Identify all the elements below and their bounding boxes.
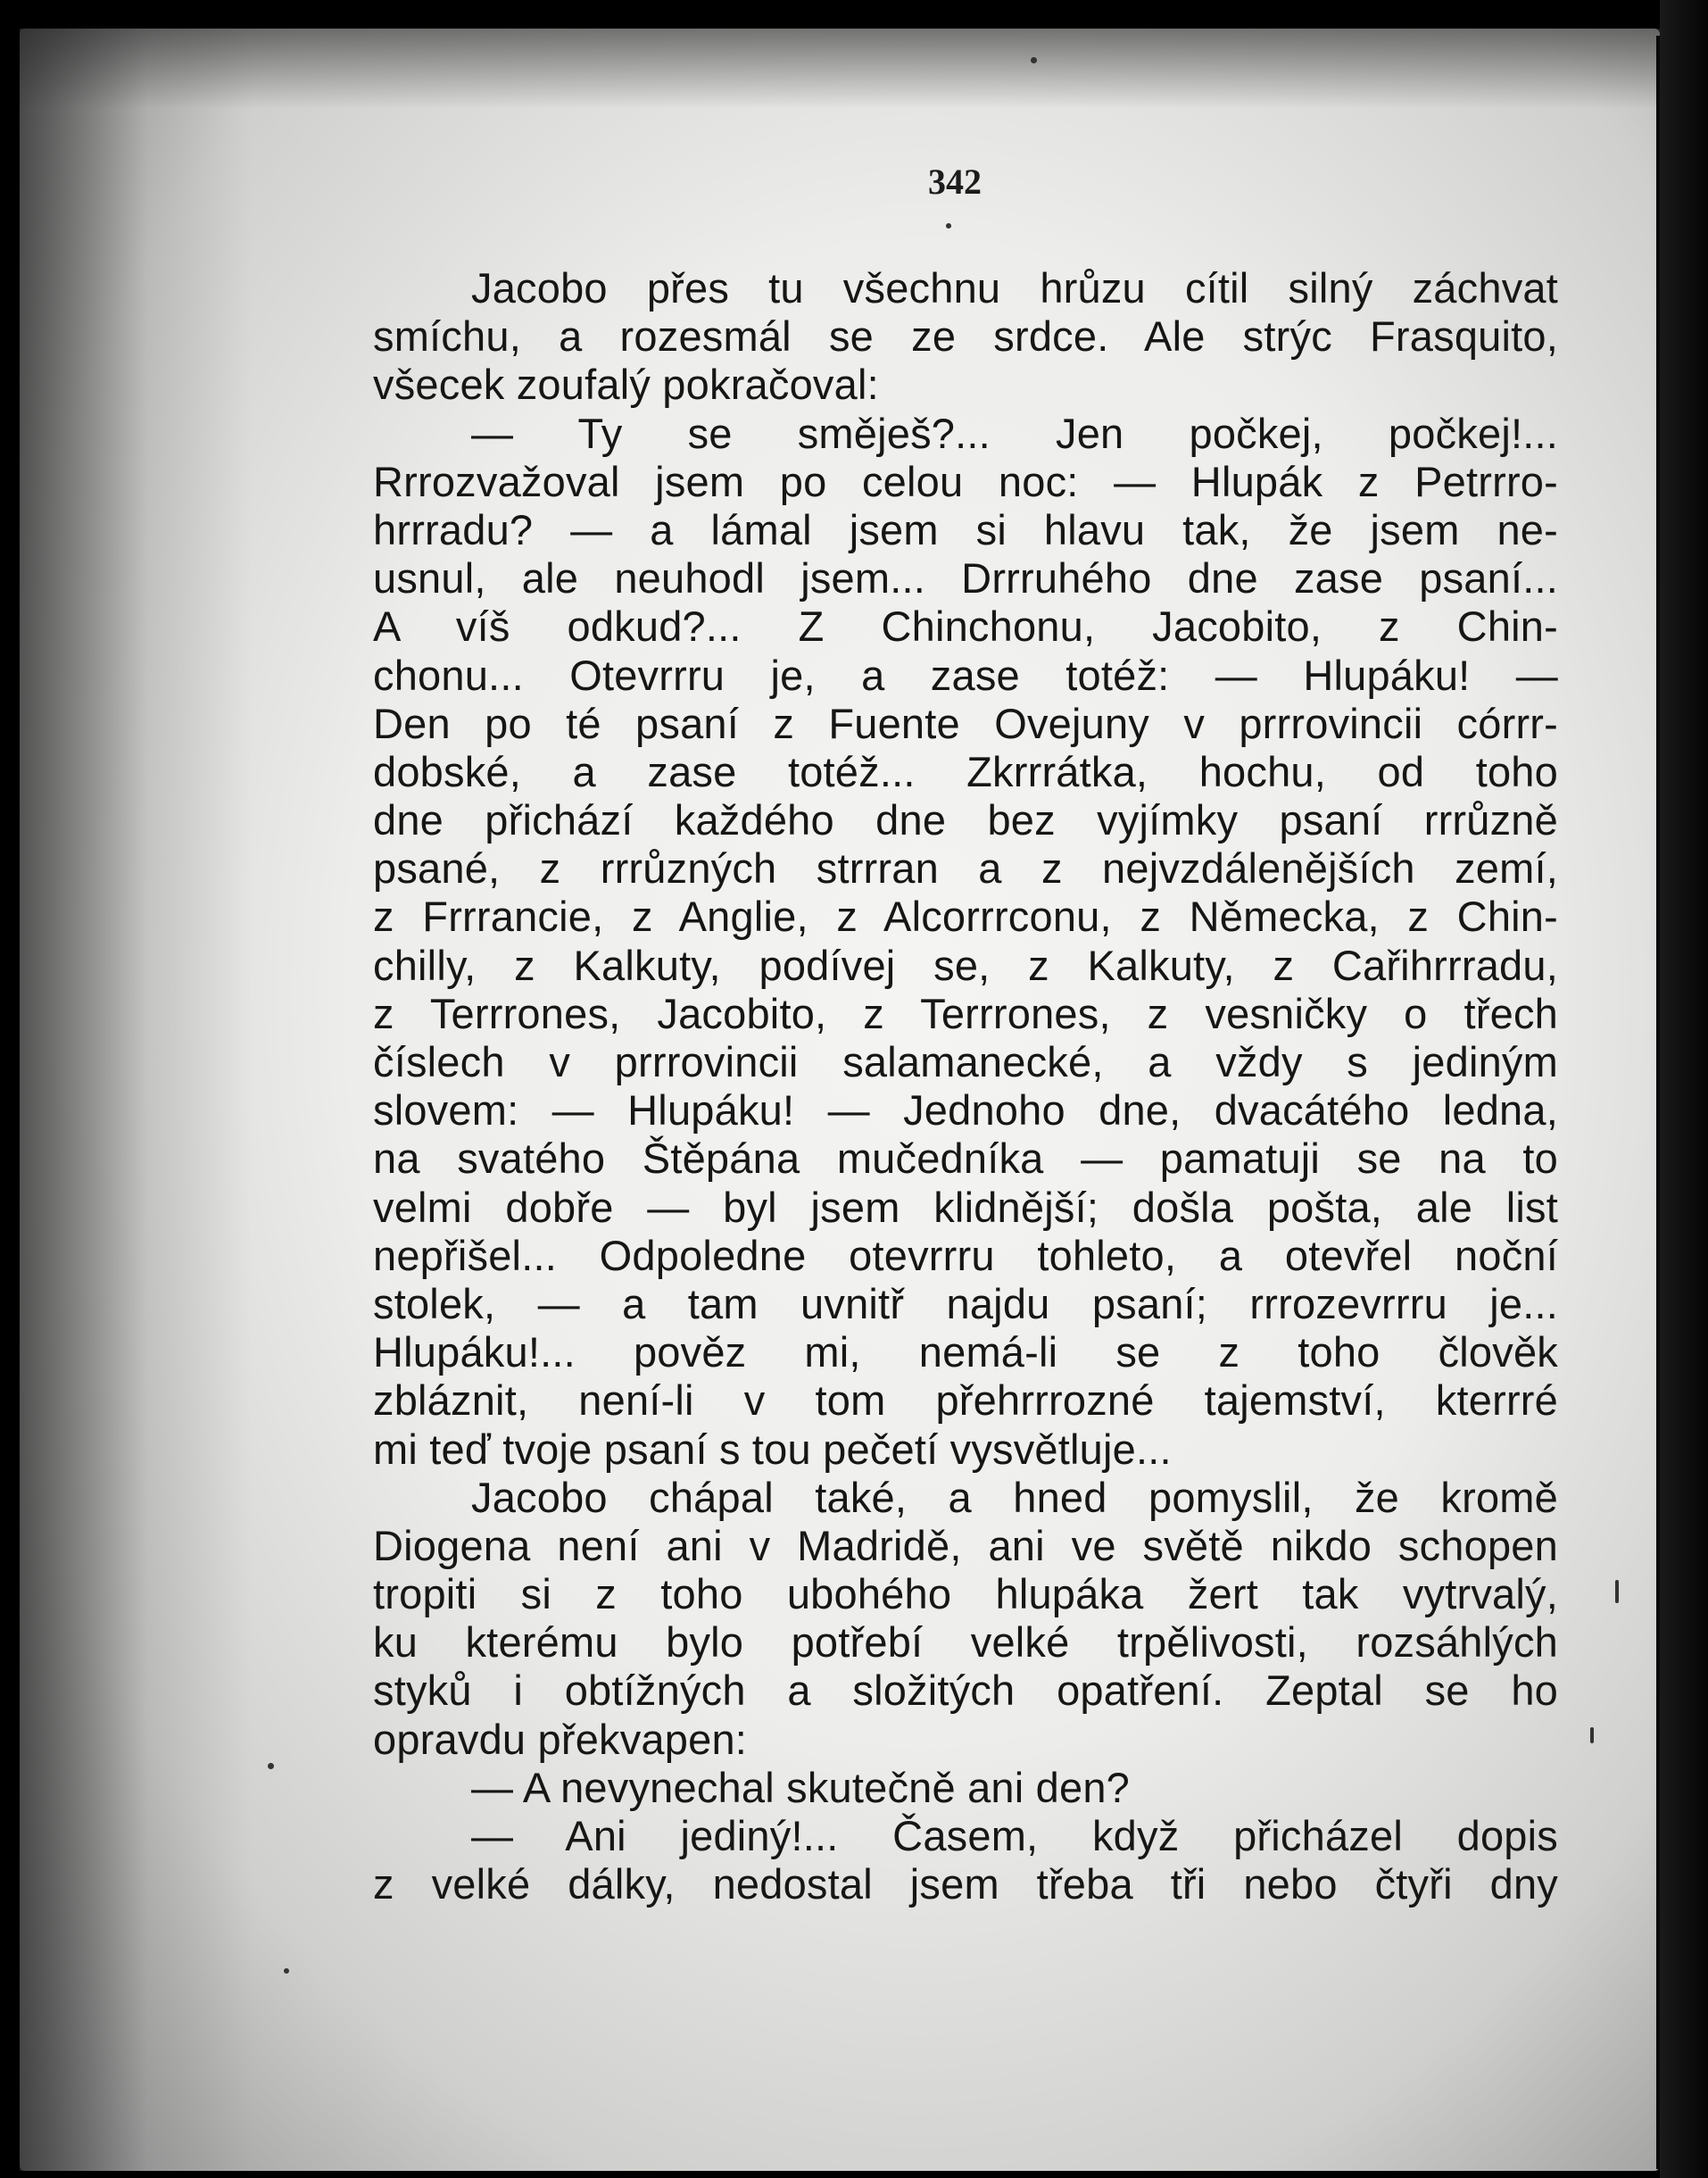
text-line: Jacobo přes tu všechnu hrůzu cítil silný záchvat [471,264,1558,312]
dust-speck [1590,1727,1594,1743]
text-line: — A nevynechal skutečně ani den? [471,1763,1131,1811]
text-line: Jacobo chápal také, a hned pomyslil, že kromě [471,1473,1558,1521]
dust-speck [1615,1580,1619,1603]
text-line: dobské, a zase totéž... Zkrrrátka, hochu, od toho [373,747,1558,795]
text-line: opravdu překvapen: [373,1715,748,1763]
text-line: ku kterému bylo potřebí velké trpělivosti, rozsáhlých [373,1618,1558,1667]
text-line: na svatého Štěpána mučedníka — pamatuji se na to [373,1135,1558,1183]
text-line: smíchu, a rozesmál se ze srdce. Ale strýc Frasquito, [373,312,1558,361]
text-line: z velké dálky, nedostal jsem třeba tři nebo čtyři dny [373,1860,1558,1908]
dust-speck [946,223,951,229]
top-shadow [20,29,1660,109]
text-line: mi teď tvoje psaní s tou pečetí vysvětluje... [373,1425,1172,1473]
text-line: stolek, — a tam uvnitř najdu psaní; rrrozevrrru je... [373,1279,1558,1327]
text-line: hrrradu? — a lámal jsem si hlavu tak, že jsem ne- [373,505,1558,553]
text-line: tropiti si z toho ubohého hlupáka žert tak vytrvalý, [373,1570,1558,1618]
text-line: Rrrozvažoval jsem po celou noc: — Hlupák z Petrrro- [373,457,1558,505]
text-line: psané, z rrrůzných strrran a z nejvzdálenějších zemí, [373,844,1558,893]
body-text [373,264,1558,1908]
text-line: chonu... Otevrrru je, a zase totéž: — Hlupáku! — [373,651,1558,699]
text-line: Hlupáku!... pověz mi, nemá-li se z toho člověk [373,1328,1558,1376]
text-line: Den po té psaní z Fuente Ovejuny v prrrovincii córrr- [373,699,1558,747]
text-line: z Frrrancie, z Anglie, z Alcorrrconu, z Německa, z Chin- [373,893,1558,941]
text-line: všecek zoufalý pokračoval: [373,361,879,409]
text-line: styků i obtížných a složitých opatření. Zeptal se ho [373,1667,1558,1715]
text-line: zbláznit, není-li v tom přehrrrozné tajemství, kterrré [373,1376,1558,1425]
text-line: číslech v prrrovincii salamanecké, a vždy s jediným [373,1038,1558,1085]
text-line: Diogena není ani v Madridě, ani ve světě nikdo schopen [373,1521,1558,1569]
text-line: nepřišel... Odpoledne otevrrru tohleto, a otevřel noční [373,1231,1558,1279]
text-line: velmi dobře — byl jsem klidnější; došla pošta, ale list [373,1183,1558,1231]
text-line: dne přichází každého dne bez vyjímky psaní rrrůzně [373,796,1558,844]
text-line: slovem: — Hlupáku! — Jednoho dne, dvacátého ledna, [373,1086,1558,1135]
text-line: z Terrrones, Jacobito, z Terrrones, z vesničky o třech [373,989,1558,1037]
dust-speck [284,1968,289,1974]
text-line: — Ani jediný!... Časem, když přicházel dopis [471,1812,1558,1859]
text-line: — Ty se směješ?... Jen počkej, počkej!... [471,409,1558,457]
text-line: usnul, ale neuhodl jsem... Drrruhého dne zase psaní... [373,554,1558,603]
binding-shadow [20,29,252,2171]
dust-speck [1031,57,1037,63]
scanner-border [1660,0,1708,2178]
page-number: 342 [928,162,982,202]
dust-speck [268,1763,274,1769]
text-line: chilly, z Kalkuty, podívej se, z Kalkuty, z Cařihrrradu, [373,941,1558,989]
text-line: A víš odkud?... Z Chinchonu, Jacobito, z Chin- [373,603,1558,651]
